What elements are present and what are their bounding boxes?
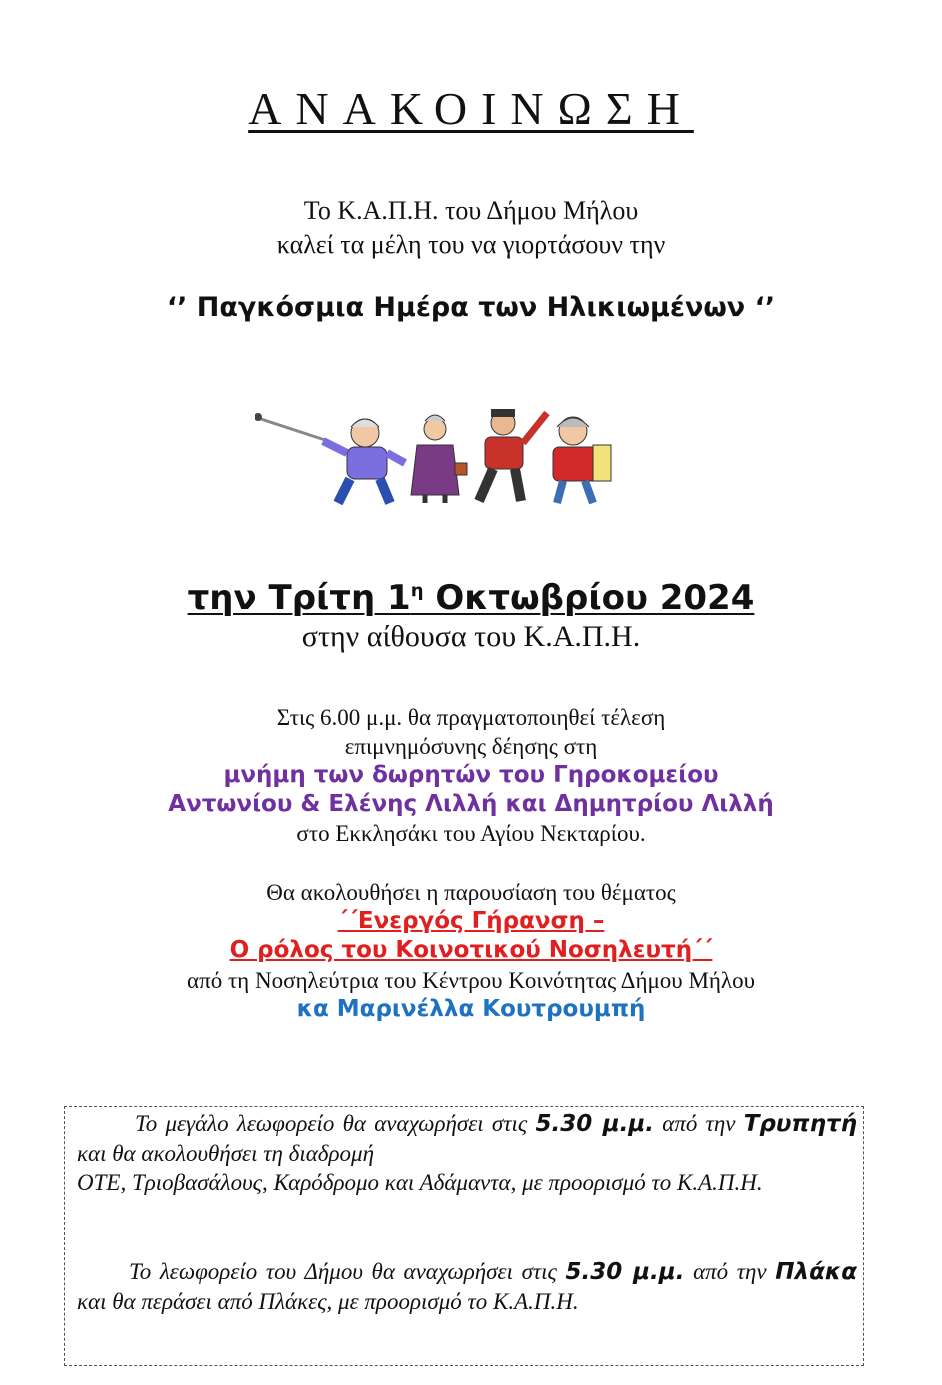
date-ordinal: η (410, 580, 424, 602)
speaker-name: κα Μαρινέλλα Κουτρουμπή (296, 996, 646, 1022)
presentation-line-1: Θα ακολουθήσει η παρουσίαση του θέματος (266, 880, 676, 905)
bus-paragraph-1: Το μεγάλο λεωφορείο θα αναχωρήσει στις 5.30 μ.μ. από την Τρυπητή και θα ακολουθήσει τη διαδρομή ΟΤΕ, Τριοβασάλους, Καρόδρομο και Αδάμαντα, με προορισμό το Κ.Α.Π.Η. (77, 1111, 858, 1195)
dancing-elders-illustration (255, 405, 615, 505)
memorial-line-2: επιμνημόσυνης δέησης στη (344, 734, 598, 759)
date-prefix: την Τρίτη 1 (187, 578, 411, 618)
event-venue: στην αίθουσα του Κ.Α.Π.Η. (301, 620, 641, 653)
transport-info-box (64, 1106, 864, 1366)
intro-line-1: Το Κ.Α.Π.Η. του Δήμου Μήλου (303, 196, 639, 225)
memorial-line-3: μνήμη των δωρητών του Γηροκομείου (223, 762, 719, 788)
page-title: ΑΝΑΚΟΙΝΩΣΗ (248, 83, 694, 134)
intro-line-2: καλεί τα μέλη του να γιορτάσουν την (276, 230, 666, 259)
event-heading: ‘’ Παγκόσμια Ημέρα των Ηλικιωμένων ‘’ (166, 292, 776, 323)
memorial-line-5: στο Εκκλησάκι του Αγίου Νεκταρίου. (296, 821, 646, 846)
memorial-line-1: Στις 6.00 μ.μ. θα πραγματοποιηθεί τέλεση (276, 705, 666, 730)
memorial-line-4: Αντωνίου & Ελένης Λιλλή και Δημητρίου Λιλλή (168, 791, 774, 817)
bus-paragraph-2: Το λεωφορείο του Δήμου θα αναχωρήσει στις 5.30 μ.μ. από την Πλάκα και θα περάσει από Πλάκες, με προορισμό το Κ.Α.Π.Η. (77, 1259, 858, 1314)
presentation-line-4: από τη Νοσηλεύτρια του Κέντρου Κοινότητας Δήμου Μήλου (187, 968, 755, 993)
event-date (0, 578, 942, 618)
presentation-topic-2: Ο ρόλος του Κοινοτικού Νοσηλευτή΄΄ (229, 937, 713, 963)
date-suffix: Οκτωβρίου 2024 (423, 578, 755, 618)
presentation-topic-1: ΄΄Ενεργός Γήρανση – (337, 908, 605, 934)
